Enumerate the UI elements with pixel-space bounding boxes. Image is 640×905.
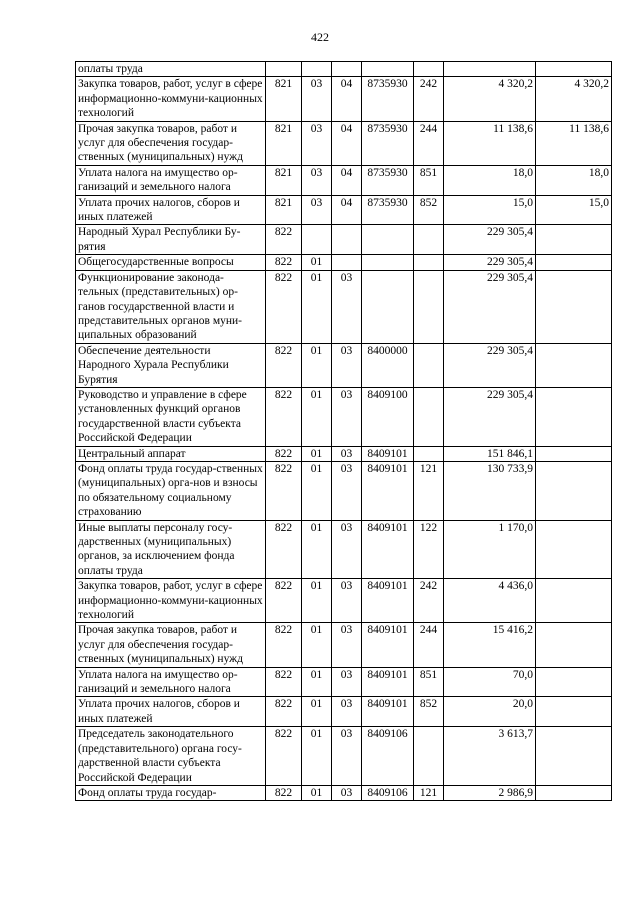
cell-amount-subvention: 15,0 <box>536 195 612 225</box>
cell-amount <box>444 62 536 77</box>
cell-admin-code: 821 <box>266 77 302 121</box>
cell-section: 03 <box>302 121 332 165</box>
cell-admin-code: 821 <box>266 121 302 165</box>
cell-expense-type: 121 <box>414 461 444 520</box>
table-row <box>76 121 612 165</box>
cell-target-article: 8409101 <box>362 667 414 697</box>
cell-admin-code: 821 <box>266 195 302 225</box>
cell-admin-code: 822 <box>266 697 302 727</box>
cell-section: 03 <box>302 77 332 121</box>
cell-section: 01 <box>302 785 332 800</box>
cell-section: 01 <box>302 579 332 623</box>
table-row <box>76 77 612 121</box>
cell-subsection <box>332 225 362 255</box>
cell-admin-code: 822 <box>266 727 302 786</box>
cell-subsection: 03 <box>332 520 362 579</box>
cell-amount: 11 138,6 <box>444 121 536 165</box>
cell-expense-type: 244 <box>414 623 444 667</box>
cell-section: 01 <box>302 727 332 786</box>
cell-name: Функционирование законода-тельных (представительных) ор-ганов государственной власти и представительных органов муни-ципальных образований <box>76 270 266 343</box>
cell-admin-code: 822 <box>266 520 302 579</box>
cell-admin-code: 822 <box>266 270 302 343</box>
table-row <box>76 343 612 387</box>
table-row <box>76 270 612 343</box>
cell-amount: 229 305,4 <box>444 255 536 270</box>
cell-amount-subvention <box>536 667 612 697</box>
table-row <box>76 667 612 697</box>
cell-target-article: 8409101 <box>362 446 414 461</box>
cell-expense-type: 242 <box>414 579 444 623</box>
cell-admin-code: 822 <box>266 387 302 446</box>
cell-amount: 3 613,7 <box>444 727 536 786</box>
cell-subsection: 03 <box>332 343 362 387</box>
cell-expense-type <box>414 387 444 446</box>
cell-expense-type <box>414 727 444 786</box>
cell-amount-subvention <box>536 623 612 667</box>
cell-expense-type <box>414 446 444 461</box>
table-row <box>76 785 612 800</box>
cell-subsection: 03 <box>332 727 362 786</box>
cell-amount: 70,0 <box>444 667 536 697</box>
cell-target-article: 8735930 <box>362 77 414 121</box>
cell-name: Фонд оплаты труда государ- <box>76 785 266 800</box>
cell-target-article: 8409101 <box>362 697 414 727</box>
cell-admin-code: 822 <box>266 446 302 461</box>
cell-admin-code: 822 <box>266 225 302 255</box>
cell-target-article <box>362 255 414 270</box>
cell-section: 01 <box>302 270 332 343</box>
table-body <box>76 62 612 801</box>
cell-amount: 229 305,4 <box>444 270 536 343</box>
cell-amount-subvention <box>536 387 612 446</box>
cell-subsection: 03 <box>332 623 362 667</box>
table-row <box>76 623 612 667</box>
table-row <box>76 446 612 461</box>
cell-subsection: 04 <box>332 77 362 121</box>
cell-amount: 229 305,4 <box>444 387 536 446</box>
cell-subsection: 03 <box>332 579 362 623</box>
table-row <box>76 697 612 727</box>
cell-section: 01 <box>302 623 332 667</box>
cell-admin-code: 822 <box>266 623 302 667</box>
cell-expense-type <box>414 225 444 255</box>
cell-name: Руководство и управление в сфере установленных функций органов государственной власти субъекта Российской Федерации <box>76 387 266 446</box>
cell-amount-subvention <box>536 255 612 270</box>
cell-subsection: 04 <box>332 121 362 165</box>
cell-amount: 1 170,0 <box>444 520 536 579</box>
cell-target-article: 8735930 <box>362 165 414 195</box>
cell-name: Уплата прочих налогов, сборов и иных платежей <box>76 697 266 727</box>
cell-subsection: 03 <box>332 387 362 446</box>
cell-subsection: 04 <box>332 195 362 225</box>
cell-amount-subvention: 11 138,6 <box>536 121 612 165</box>
cell-section: 01 <box>302 255 332 270</box>
cell-subsection <box>332 62 362 77</box>
cell-expense-type <box>414 255 444 270</box>
cell-admin-code: 822 <box>266 785 302 800</box>
cell-subsection: 03 <box>332 785 362 800</box>
cell-amount-subvention: 18,0 <box>536 165 612 195</box>
cell-expense-type: 852 <box>414 195 444 225</box>
cell-amount-subvention <box>536 697 612 727</box>
cell-name: Закупка товаров, работ, услуг в сфере информационно-коммуни-кационных технологий <box>76 77 266 121</box>
cell-target-article: 8409101 <box>362 461 414 520</box>
cell-admin-code: 822 <box>266 461 302 520</box>
budget-table <box>75 61 612 801</box>
cell-name: Уплата прочих налогов, сборов и иных платежей <box>76 195 266 225</box>
cell-expense-type: 852 <box>414 697 444 727</box>
cell-amount-subvention <box>536 727 612 786</box>
table-row <box>76 579 612 623</box>
cell-admin-code: 822 <box>266 579 302 623</box>
cell-expense-type: 122 <box>414 520 444 579</box>
cell-subsection <box>332 255 362 270</box>
table-row <box>76 520 612 579</box>
cell-subsection: 03 <box>332 270 362 343</box>
cell-name: Фонд оплаты труда государ-ственных (муниципальных) орга-нов и взносы по обязательному социальному страхованию <box>76 461 266 520</box>
cell-amount-subvention <box>536 270 612 343</box>
cell-amount: 229 305,4 <box>444 225 536 255</box>
cell-section: 01 <box>302 461 332 520</box>
cell-amount: 2 986,9 <box>444 785 536 800</box>
cell-amount: 229 305,4 <box>444 343 536 387</box>
cell-admin-code: 821 <box>266 165 302 195</box>
cell-amount-subvention <box>536 520 612 579</box>
table-row <box>76 387 612 446</box>
table-row <box>76 225 612 255</box>
cell-expense-type: 242 <box>414 77 444 121</box>
cell-target-article <box>362 225 414 255</box>
cell-name: Уплата налога на имущество ор-ганизаций и земельного налога <box>76 667 266 697</box>
cell-name: Центральный аппарат <box>76 446 266 461</box>
table-row <box>76 62 612 77</box>
cell-subsection: 03 <box>332 697 362 727</box>
cell-target-article: 8409101 <box>362 520 414 579</box>
cell-name: Иные выплаты персоналу госу-дарственных (муниципальных) органов, за исключением фонда оплаты труда <box>76 520 266 579</box>
table-row <box>76 255 612 270</box>
cell-admin-code: 822 <box>266 255 302 270</box>
cell-target-article: 8409106 <box>362 785 414 800</box>
cell-amount-subvention <box>536 343 612 387</box>
cell-amount-subvention <box>536 579 612 623</box>
cell-target-article: 8409101 <box>362 579 414 623</box>
cell-name: оплаты труда <box>76 62 266 77</box>
cell-subsection: 03 <box>332 667 362 697</box>
cell-amount: 20,0 <box>444 697 536 727</box>
table-row <box>76 165 612 195</box>
cell-section: 01 <box>302 697 332 727</box>
table-row <box>76 727 612 786</box>
cell-amount-subvention <box>536 225 612 255</box>
cell-target-article <box>362 62 414 77</box>
cell-subsection: 04 <box>332 165 362 195</box>
cell-name: Обеспечение деятельности Народного Хурала Республики Бурятия <box>76 343 266 387</box>
cell-name: Прочая закупка товаров, работ и услуг для обеспечения государ-ственных (муниципальных) нужд <box>76 623 266 667</box>
cell-name: Председатель законодательного (представительного) органа госу-дарственной власти субъекта Российской Федерации <box>76 727 266 786</box>
cell-section: 01 <box>302 343 332 387</box>
cell-admin-code: 822 <box>266 667 302 697</box>
cell-name: Закупка товаров, работ, услуг в сфере информационно-коммуни-кационных технологий <box>76 579 266 623</box>
cell-name: Прочая закупка товаров, работ и услуг для обеспечения государ-ственных (муниципальных) нужд <box>76 121 266 165</box>
cell-name: Общегосударственные вопросы <box>76 255 266 270</box>
table-row <box>76 195 612 225</box>
cell-section <box>302 225 332 255</box>
cell-section: 01 <box>302 667 332 697</box>
cell-amount: 130 733,9 <box>444 461 536 520</box>
cell-expense-type: 851 <box>414 667 444 697</box>
table-row <box>76 461 612 520</box>
cell-expense-type: 121 <box>414 785 444 800</box>
cell-amount: 151 846,1 <box>444 446 536 461</box>
cell-target-article: 8409100 <box>362 387 414 446</box>
cell-amount: 4 320,2 <box>444 77 536 121</box>
cell-section: 01 <box>302 387 332 446</box>
cell-admin-code: 822 <box>266 343 302 387</box>
cell-name: Уплата налога на имущество ор-ганизаций и земельного налога <box>76 165 266 195</box>
cell-amount: 15 416,2 <box>444 623 536 667</box>
cell-expense-type <box>414 62 444 77</box>
cell-name: Народный Хурал Республики Бу-рятия <box>76 225 266 255</box>
cell-target-article <box>362 270 414 343</box>
cell-subsection: 03 <box>332 446 362 461</box>
cell-target-article: 8735930 <box>362 121 414 165</box>
cell-amount-subvention: 4 320,2 <box>536 77 612 121</box>
cell-expense-type <box>414 343 444 387</box>
cell-admin-code <box>266 62 302 77</box>
cell-section: 01 <box>302 446 332 461</box>
cell-target-article: 8735930 <box>362 195 414 225</box>
cell-section: 03 <box>302 165 332 195</box>
cell-target-article: 8409106 <box>362 727 414 786</box>
cell-expense-type <box>414 270 444 343</box>
cell-amount-subvention <box>536 62 612 77</box>
page-number: 422 <box>311 30 329 44</box>
cell-section: 03 <box>302 195 332 225</box>
cell-subsection: 03 <box>332 461 362 520</box>
cell-target-article: 8409101 <box>362 623 414 667</box>
cell-section <box>302 62 332 77</box>
cell-amount-subvention <box>536 446 612 461</box>
cell-expense-type: 244 <box>414 121 444 165</box>
cell-target-article: 8400000 <box>362 343 414 387</box>
cell-amount: 4 436,0 <box>444 579 536 623</box>
cell-amount-subvention <box>536 461 612 520</box>
cell-expense-type: 851 <box>414 165 444 195</box>
cell-section: 01 <box>302 520 332 579</box>
cell-amount: 15,0 <box>444 195 536 225</box>
cell-amount-subvention <box>536 785 612 800</box>
cell-amount: 18,0 <box>444 165 536 195</box>
